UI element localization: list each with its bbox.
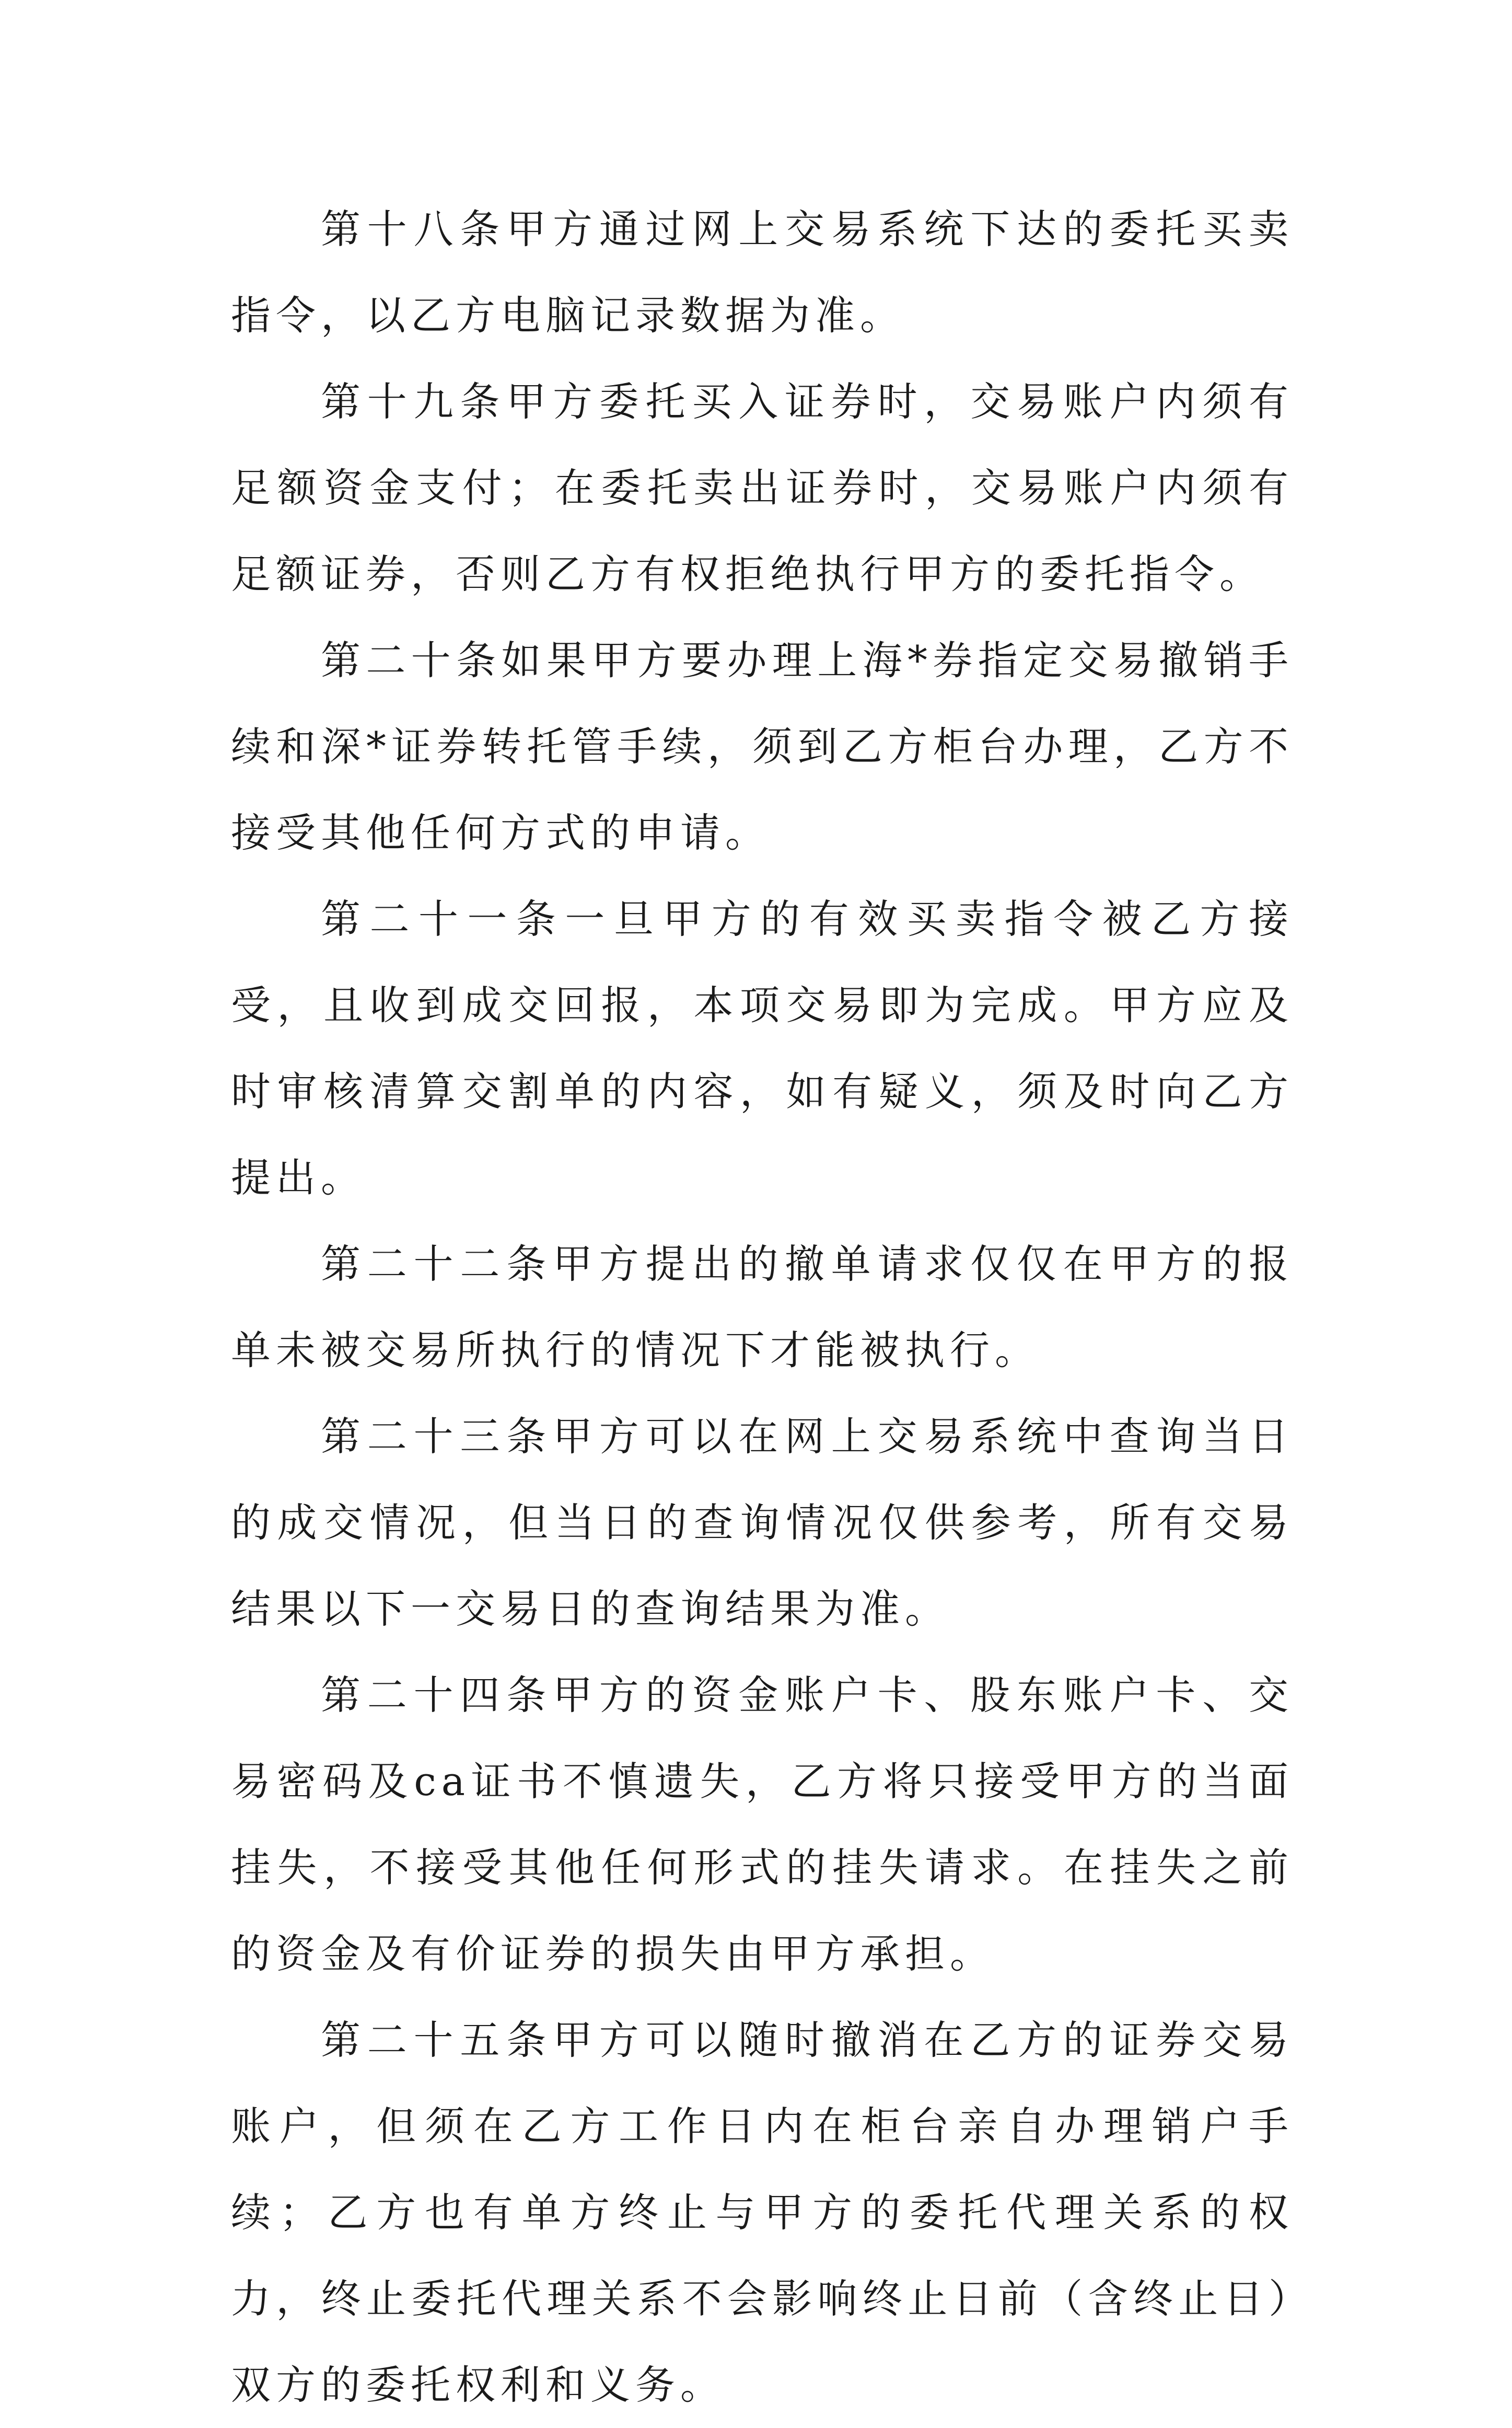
article-18-paragraph: 第十八条甲方通过网上交易系统下达的委托买卖指令，以乙方电脑记录数据为准。 <box>231 206 1294 339</box>
article-22-paragraph: 第二十二条甲方提出的撤单请求仅仅在甲方的报单未被交易所执行的情况下才能被执行。 <box>231 1241 1294 1373</box>
article-25-paragraph: 第二十五条甲方可以随时撤消在乙方的证券交易账户，但须在乙方工作日内在柜台亲自办理销户手续；乙方也有单方终止与甲方的委托代理关系的权力，终止委托代理关系不会影响终止日前（含终止日）双方的委托权利和义务。 <box>231 2017 1294 2408</box>
article-23-paragraph: 第二十三条甲方可以在网上交易系统中查询当日的成交情况，但当日的查询情况仅供参考，所有交易结果以下一交易日的查询结果为准。 <box>231 1413 1294 1632</box>
article-20-paragraph: 第二十条如果甲方要办理上海*券指定交易撤销手续和深*证券转托管手续，须到乙方柜台办理，乙方不接受其他任何方式的申请。 <box>231 637 1294 856</box>
article-19-paragraph: 第十九条甲方委托买入证券时，交易账户内须有足额资金支付；在委托卖出证券时，交易账户内须有足额证券，否则乙方有权拒绝执行甲方的委托指令。 <box>231 378 1294 597</box>
document-body <box>231 186 1294 2428</box>
article-21-paragraph: 第二十一条一旦甲方的有效买卖指令被乙方接受，且收到成交回报，本项交易即为完成。甲方应及时审核清算交割单的内容，如有疑义，须及时向乙方提出。 <box>231 896 1294 1201</box>
article-24-paragraph: 第二十四条甲方的资金账户卡、股东账户卡、交易密码及ca证书不慎遗失，乙方将只接受甲方的当面挂失，不接受其他任何形式的挂失请求。在挂失之前的资金及有价证券的损失由甲方承担。 <box>231 1672 1294 1977</box>
